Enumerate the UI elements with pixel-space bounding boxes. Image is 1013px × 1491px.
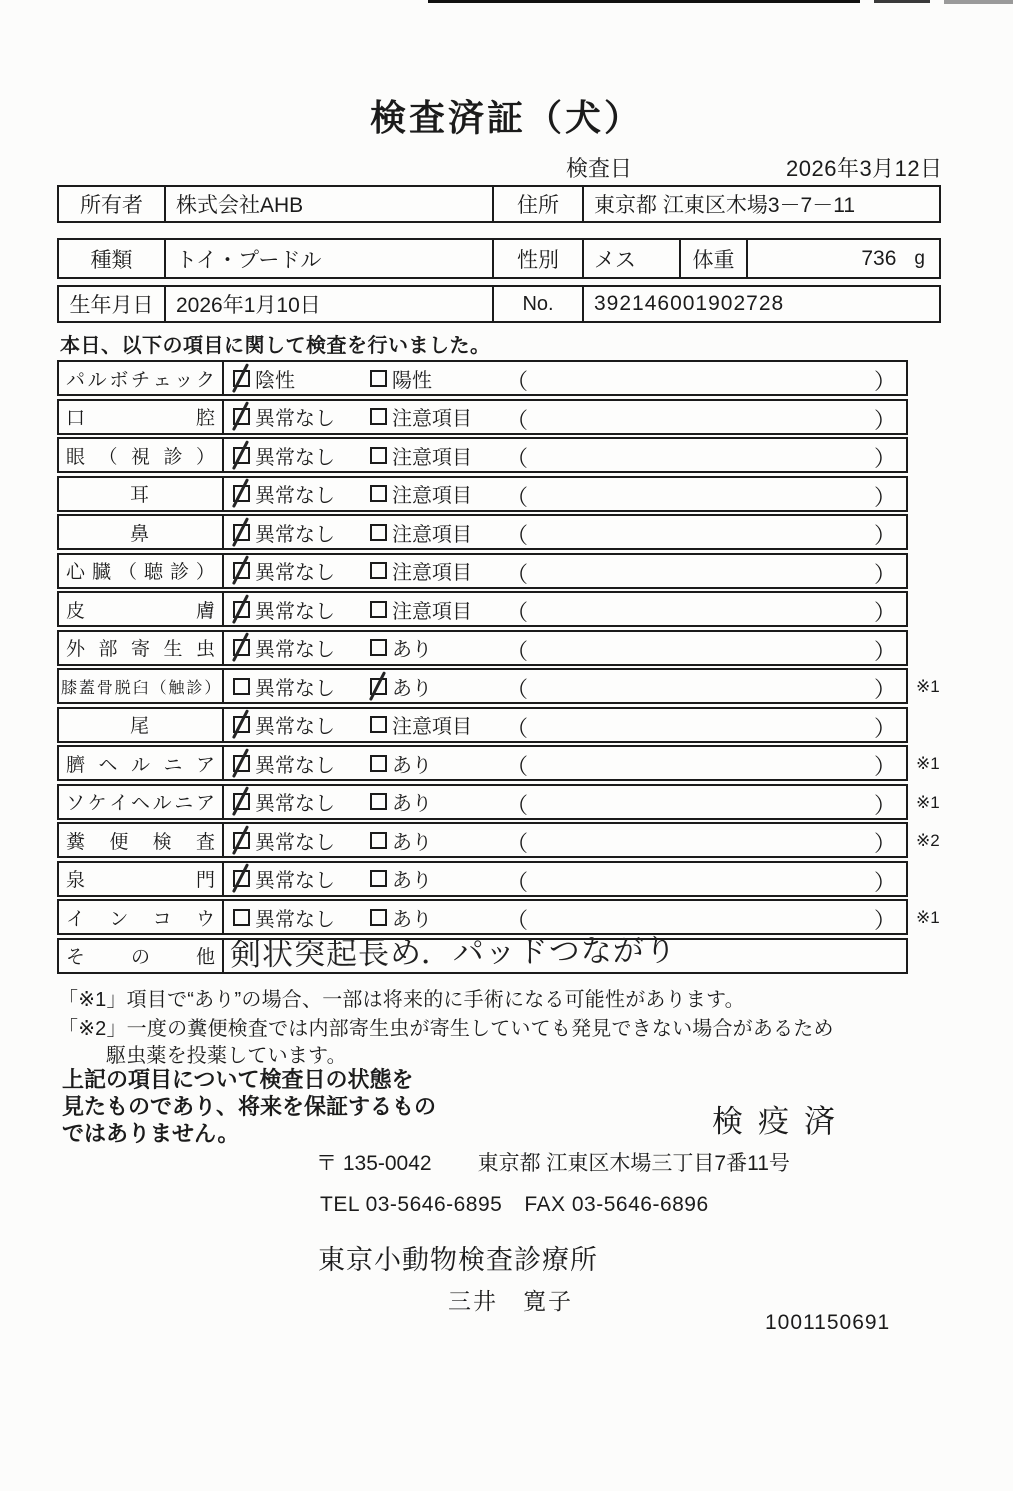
birthdate-number-row — [57, 285, 941, 323]
option-label: 異常なし — [255, 754, 335, 777]
option-label: 注意項目 — [392, 523, 472, 546]
option-label: 異常なし — [255, 600, 335, 623]
paren-close: ） — [873, 446, 896, 471]
paren-open: （ — [506, 792, 529, 818]
checklist-row-ears — [57, 476, 908, 512]
row-label: 耳 — [59, 478, 224, 510]
option-label: 注意項目 — [392, 446, 472, 469]
paren-open: （ — [506, 484, 529, 510]
option-label: 注意項目 — [392, 408, 472, 430]
checkbox — [233, 408, 250, 425]
weight-value-cell — [748, 240, 939, 277]
inspection-date-label: 検査日 — [566, 156, 633, 181]
checkbox — [233, 601, 250, 618]
disclaimer-line: 見たものであり、将来を保証するもの — [62, 1093, 437, 1119]
option-label: 異常なし — [255, 446, 335, 469]
checkbox — [370, 370, 387, 387]
checkbox — [233, 524, 250, 541]
owner-value: 株式会社AHB — [176, 194, 304, 217]
checklist-row-other — [57, 932, 908, 974]
footnote-marker: ※1 — [916, 677, 940, 696]
paren-close: ） — [873, 407, 896, 433]
checkbox — [233, 447, 250, 464]
address-label: 住所 — [492, 187, 584, 221]
scan-artifact-bar — [944, 0, 1013, 4]
paren-close: ） — [873, 715, 896, 741]
owner-row — [57, 185, 941, 223]
option-label: 注意項目 — [392, 600, 472, 623]
footnote-marker: ※1 — [916, 754, 940, 773]
paren-open: （ — [506, 754, 529, 779]
paren-open: （ — [506, 523, 529, 548]
option-label: あり — [392, 639, 432, 661]
option-label: あり — [392, 908, 432, 931]
checkbox — [370, 447, 387, 464]
handwritten-remark: 剣状突起長め．パッドつながり — [229, 932, 677, 972]
row-label: パ ル ボ チ ェ ッ ク — [59, 362, 224, 394]
paren-open: （ — [506, 677, 529, 702]
row-label: 臍 ヘ ル ニ ア — [59, 747, 224, 779]
checklist-row-mouth — [57, 399, 908, 435]
option-label: あり — [392, 677, 432, 700]
checkbox — [370, 678, 387, 695]
checklist-table — [57, 360, 940, 976]
option-label: 異常なし — [255, 793, 335, 815]
scan-artifact-bar — [428, 0, 860, 3]
option-label: あり — [392, 793, 432, 815]
checklist-row-patella — [57, 668, 940, 704]
option-label: 異常なし — [255, 908, 335, 931]
row-label: 泉 門 — [59, 863, 224, 895]
option-label: 注意項目 — [392, 562, 472, 584]
checkbox — [370, 755, 387, 772]
row-label: 外 部 寄 生 虫 — [59, 632, 224, 664]
weight-value: 736 — [861, 246, 897, 270]
inspection-date-value: 2026年3月12日 — [786, 156, 943, 181]
paren-close: ） — [873, 600, 896, 625]
footnote-2: 「※2」一度の糞便検査では内部寄生虫が寄生していても発見できない場合があるため — [58, 1018, 834, 1040]
checkbox — [370, 639, 387, 656]
option-label: 異常なし — [255, 677, 335, 700]
birthdate-label: 生年月日 — [59, 287, 166, 321]
owner-label: 所有者 — [59, 187, 166, 221]
checkbox — [233, 370, 250, 387]
checkbox — [370, 716, 387, 733]
row-label: 心 臓 （ 聴 診 ） — [59, 555, 224, 587]
paren-close: ） — [873, 869, 896, 895]
option-label: 陰性 — [255, 369, 295, 392]
number-value: 392146001902728 — [594, 292, 785, 315]
option-label: 異常なし — [255, 485, 335, 507]
checkbox — [233, 755, 250, 772]
option-label: 異常なし — [255, 716, 335, 738]
checklist-row-nose — [57, 514, 908, 550]
option-label: 注意項目 — [392, 716, 472, 738]
disclaimer-line: 上記の項目について検査日の状態を — [62, 1067, 414, 1092]
clinic-name: 東京小動物検査診療所 — [318, 1245, 598, 1275]
checkbox — [370, 408, 387, 425]
checklist-row-fontanelle — [57, 861, 908, 897]
option-label: 異常なし — [255, 870, 335, 892]
serial-number: 1001150691 — [765, 1311, 891, 1334]
option-label: 注意項目 — [392, 485, 472, 507]
clinic-address: 東京都 江東区木場三丁目7番11号 — [477, 1152, 790, 1175]
postal-code: 〒 135-0042 — [316, 1152, 432, 1175]
option-label: あり — [392, 831, 432, 854]
footnote-1: 「※1」項目で“あり”の場合、一部は将来的に手術になる可能性があります。 — [58, 989, 745, 1011]
number-label: No. — [492, 287, 584, 321]
checkbox — [370, 562, 387, 579]
footnote-marker: ※1 — [916, 792, 940, 812]
checkbox — [233, 909, 250, 926]
row-label: イ ン コ ウ — [59, 901, 224, 933]
checkbox — [233, 716, 250, 733]
paren-close: ） — [873, 484, 896, 510]
clinic-postal-address — [316, 1147, 790, 1177]
option-label: あり — [392, 754, 432, 777]
weight-unit: g — [914, 247, 925, 269]
checkbox — [370, 870, 387, 887]
paren-close: ） — [873, 677, 896, 702]
option-label: 異常なし — [255, 562, 335, 584]
examiner-name: 三井 寛子 — [448, 1288, 573, 1314]
option-label: 異常なし — [255, 639, 335, 661]
clinic-phone-line — [320, 1193, 709, 1217]
tel-number: TEL 03-5646-6895 — [320, 1193, 503, 1216]
checkbox — [370, 909, 387, 926]
paren-open: （ — [506, 869, 529, 895]
paren-close: ） — [873, 523, 896, 548]
checklist-row-fecal-exam — [57, 822, 940, 858]
paren-close: ） — [873, 908, 896, 933]
paren-open: （ — [506, 446, 529, 471]
checklist-row-parvo — [57, 360, 908, 396]
checklist-row-heart — [57, 553, 908, 589]
row-label: そ の 他 — [59, 940, 224, 972]
checklist-row-tail — [57, 707, 908, 743]
disclaimer-line: ではありません。 — [62, 1120, 240, 1146]
page-title: 検査済証（犬） — [369, 97, 643, 138]
checkbox — [370, 793, 387, 810]
row-label: 糞 便 検 査 — [59, 824, 224, 856]
paren-close: ） — [873, 792, 896, 818]
paren-open: （ — [506, 369, 529, 394]
row-label: 膝 蓋 骨 脱 臼 （ 触 診 ） — [59, 670, 224, 702]
paren-open: （ — [506, 908, 529, 933]
checkbox — [370, 601, 387, 618]
row-label: 眼 （ 視 診 ） — [59, 439, 224, 471]
paren-open: （ — [506, 638, 529, 664]
option-label: 陽性 — [392, 369, 432, 392]
row-label: 鼻 — [59, 516, 224, 548]
footnote-marker: ※1 — [916, 908, 940, 927]
paren-close: ） — [873, 561, 896, 587]
breed-label: 種類 — [59, 240, 166, 277]
footnote-2-continued: 駆虫薬を投薬しています。 — [106, 1045, 347, 1067]
option-label: 異常なし — [255, 831, 335, 854]
checkbox — [233, 562, 250, 579]
checklist-row-external-parasites — [57, 630, 908, 666]
paren-open: （ — [506, 407, 529, 433]
checkbox — [233, 678, 250, 695]
option-label: 異常なし — [255, 523, 335, 546]
checkbox — [233, 485, 250, 502]
sex-label: 性別 — [492, 240, 584, 277]
row-label: 尾 — [59, 709, 224, 741]
checklist-row-skin — [57, 591, 908, 627]
checklist-row-umbilical-hernia — [57, 745, 940, 781]
paren-close: ） — [873, 369, 896, 394]
sex-value: メス — [584, 240, 681, 277]
paren-close: ） — [873, 754, 896, 779]
paren-close: ） — [873, 638, 896, 664]
checkbox — [370, 832, 387, 849]
checkbox — [233, 870, 250, 887]
checkbox — [370, 485, 387, 502]
checkbox — [233, 832, 250, 849]
scan-artifact-bar — [874, 0, 930, 3]
option-label: 異常なし — [255, 408, 335, 430]
paren-open: （ — [506, 715, 529, 741]
paren-open: （ — [506, 831, 529, 856]
breed-sex-weight-row — [57, 238, 941, 279]
checkbox — [370, 524, 387, 541]
option-label: あり — [392, 870, 432, 892]
row-label: 口 腔 — [59, 401, 224, 433]
paren-open: （ — [506, 600, 529, 625]
quarantine-passed-stamp: 検疫済 — [712, 1104, 850, 1139]
paren-close: ） — [873, 831, 896, 856]
footnote-marker: ※2 — [916, 831, 940, 850]
row-label: ソ ケ イ ヘ ル ニ ア — [59, 786, 224, 818]
row-label: 皮 膚 — [59, 593, 224, 625]
disclaimer-paragraph — [62, 1067, 436, 1147]
paren-open: （ — [506, 561, 529, 587]
checkbox — [233, 639, 250, 656]
checklist-row-eyes — [57, 437, 908, 473]
checklist-row-inguinal-hernia — [57, 784, 940, 820]
fax-number: FAX 03-5646-6896 — [524, 1193, 709, 1216]
checkbox — [233, 793, 250, 810]
intro-sentence: 本日、以下の項目に関して検査を行いました。 — [60, 335, 491, 357]
breed-value: トイ・プードル — [176, 248, 322, 272]
weight-label: 体重 — [681, 240, 748, 277]
birthdate-value: 2026年1月10日 — [176, 294, 321, 317]
address-value: 東京都 江東区木場3－7－11 — [594, 194, 855, 217]
